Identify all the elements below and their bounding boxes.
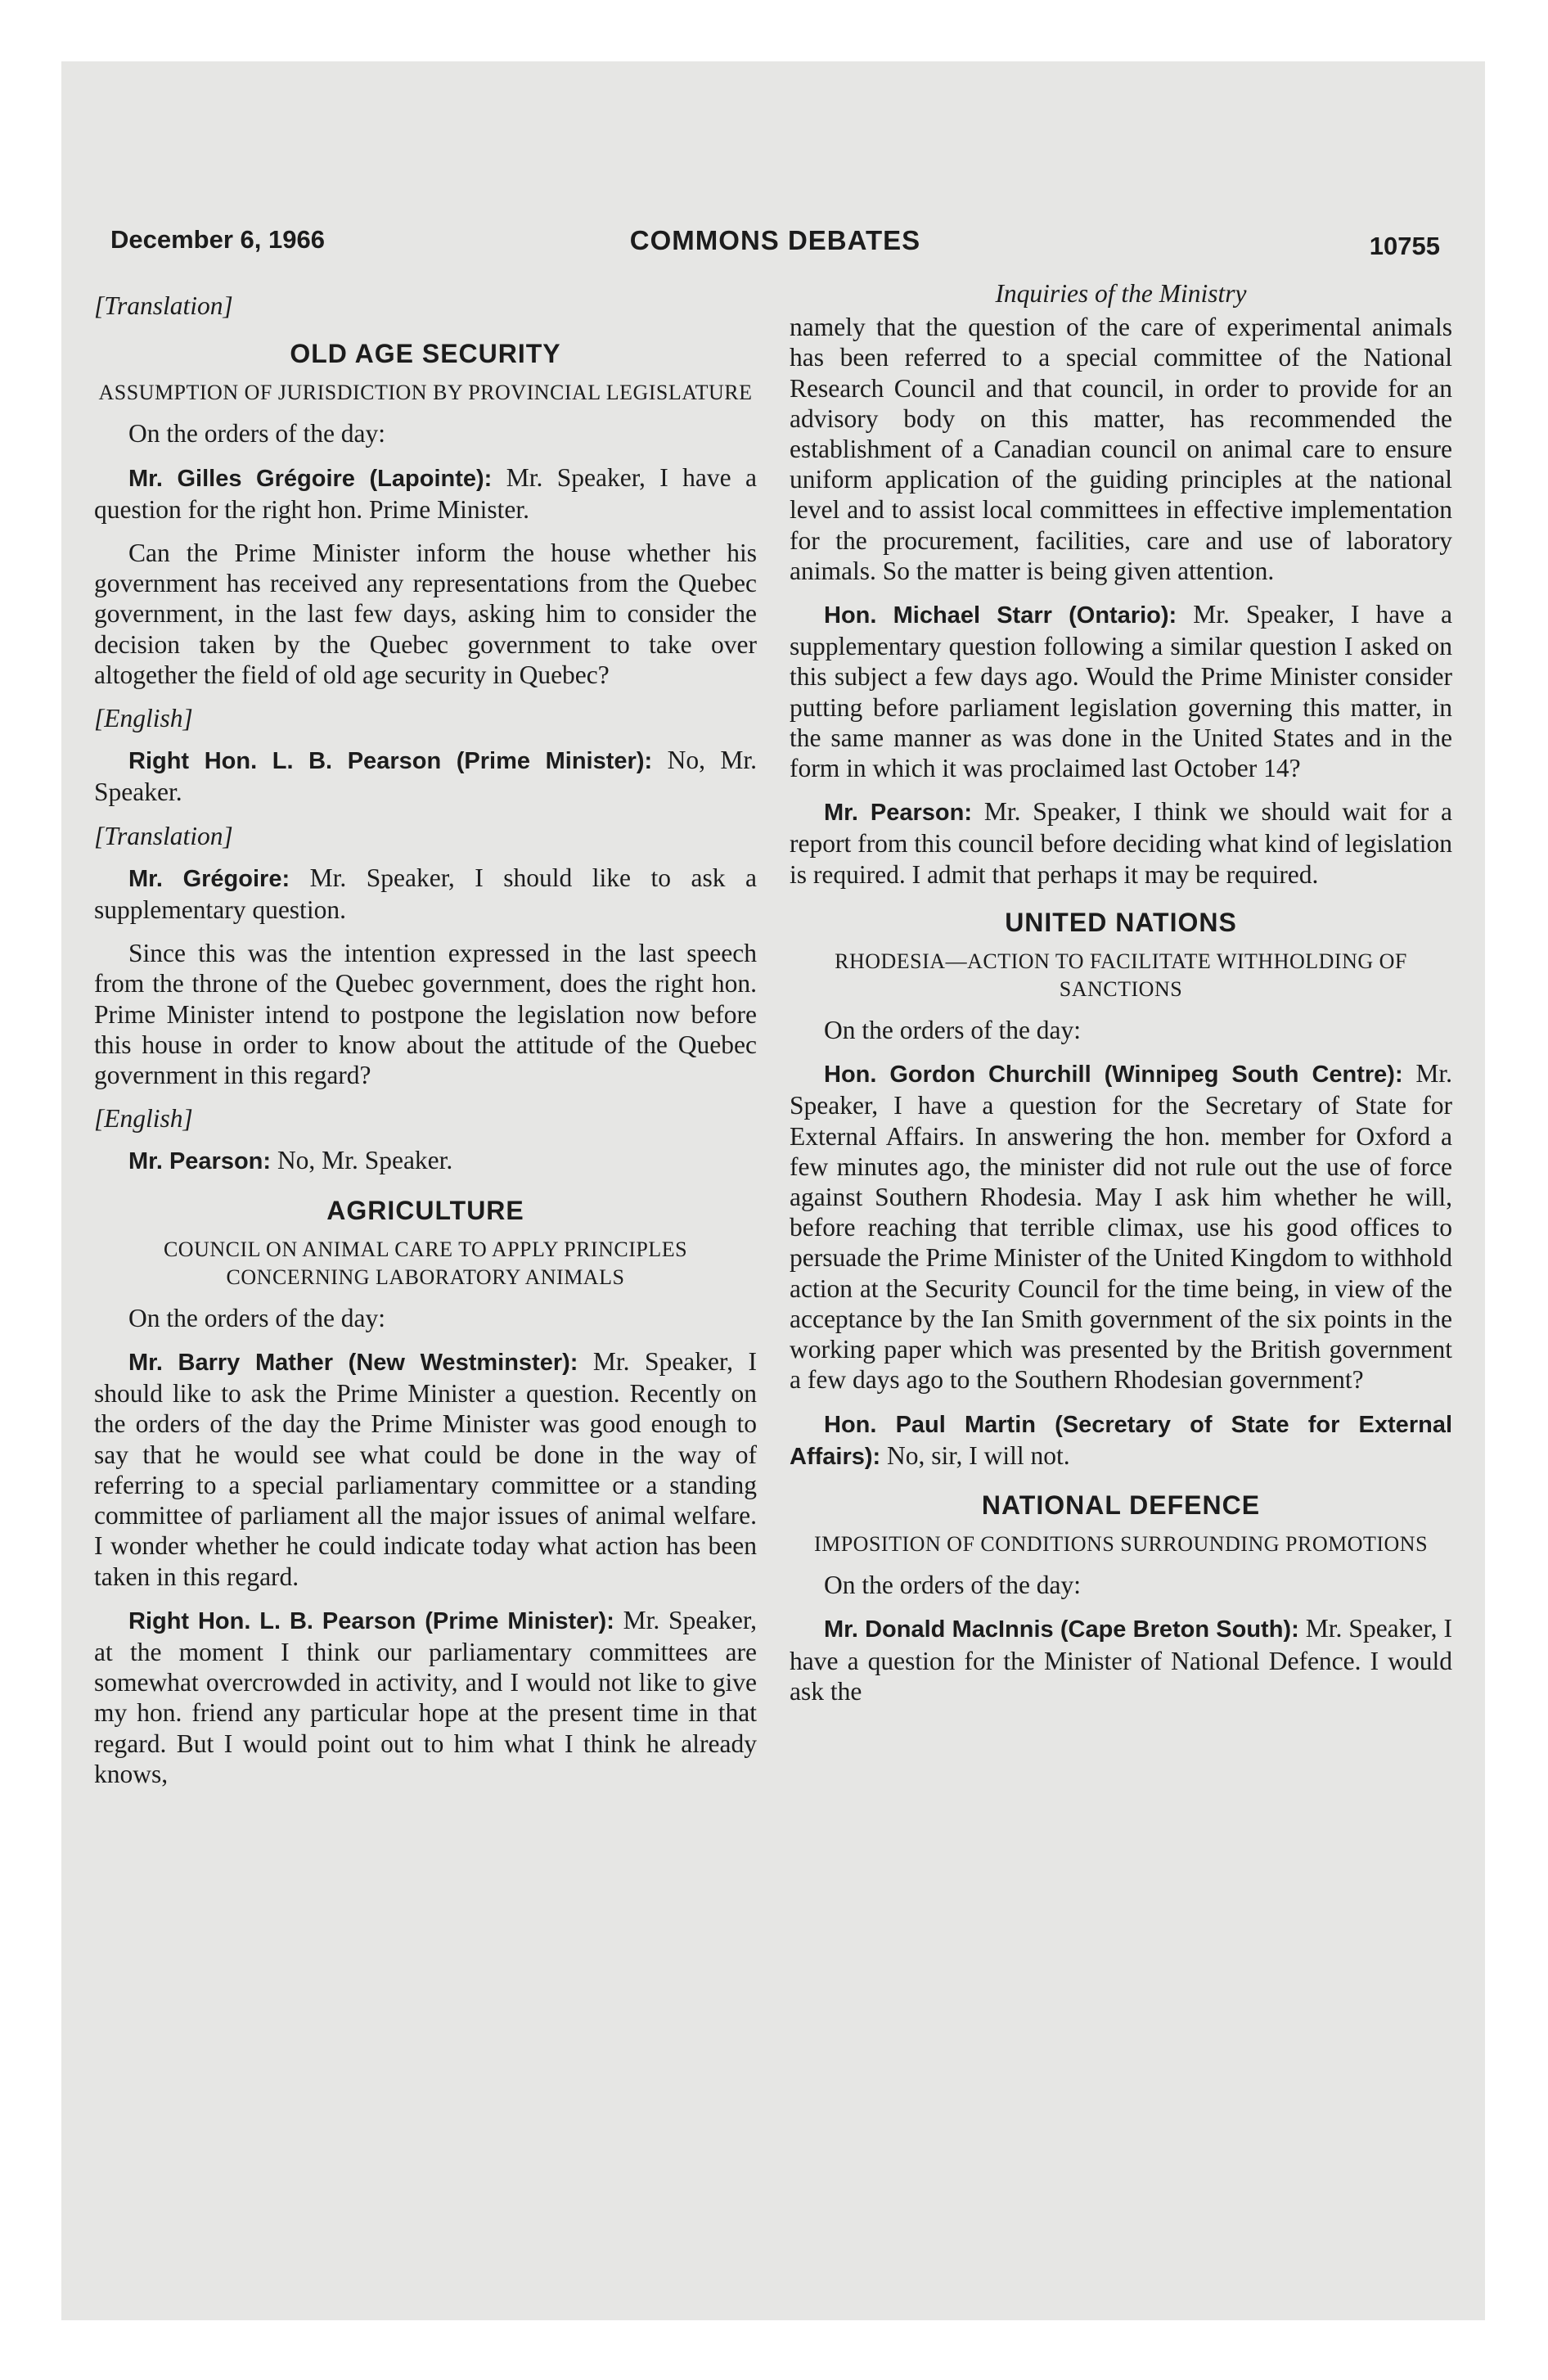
speech-paragraph xyxy=(94,462,757,525)
running-head: Inquiries of the Ministry xyxy=(995,279,1247,308)
speaker-name: Right Hon. L. B. Pearson (Prime Minister): xyxy=(128,748,653,775)
speaker-name: Hon. Michael Starr (Ontario): xyxy=(824,602,1177,629)
section-subheading: RHODESIA—ACTION TO FACILITATE WITHHOLDING OF SANCTIONS xyxy=(835,949,1407,1002)
orders-of-the-day: On the orders of the day: xyxy=(128,419,386,449)
orders-of-the-day: On the orders of the day: xyxy=(824,1571,1082,1600)
header-page-number: 10755 xyxy=(1369,232,1440,260)
section-heading-old-age-security: OLD AGE SECURITY xyxy=(290,339,561,369)
speaker-name: Mr. Pearson: xyxy=(824,800,972,827)
speech-paragraph xyxy=(94,1605,757,1789)
section-subheading: COUNCIL ON ANIMAL CARE TO APPLY PRINCIPLES CONCERNING LABORATORY ANIMALS xyxy=(163,1237,688,1289)
speech-text: Mr. Speaker, I should like to ask a supplementary question. xyxy=(94,863,757,925)
speech-text: Mr. Speaker, I think we should wait for a report from this council before deciding what kind of legislation is required. I admit that perhaps it may be required. xyxy=(790,797,1452,889)
speech-text: Mr. Speaker, I have a question for the right hon. Prime Minister. xyxy=(94,462,757,524)
translation-note: [Translation] xyxy=(94,821,233,850)
section-subheading: IMPOSITION OF CONDITIONS SURROUNDING PROMOTIONS xyxy=(813,1532,1429,1557)
speech-paragraph xyxy=(94,745,757,807)
document-page xyxy=(61,61,1485,2320)
language-note: [English] xyxy=(94,704,193,733)
orders-of-the-day: On the orders of the day: xyxy=(824,1016,1082,1045)
speech-text: Mr. Speaker, I have a question for the Secretary of State for External Affairs. In answering the hon. member for Oxford a few minutes ago, the minister did not rule out the use of force against Southern Rhodesia. May I ask him whether he will, before reaching that terrible climax, use his good offices to persuade the Prime Minister of the United Kingdom to withhold action at the Security Council for the time being, in view of the acceptance by the Ian Smith government of the six points in the working paper which was presented by the British government a few days ago to the Southern Rhodesian government? xyxy=(790,1059,1453,1395)
page-header xyxy=(110,225,1440,274)
speaker-name: Hon. Gordon Churchill (Winnipeg South Centre): xyxy=(824,1062,1403,1089)
left-column xyxy=(94,291,757,1802)
right-column xyxy=(790,278,1452,1720)
translation-note: [Translation] xyxy=(94,291,233,320)
language-note: [English] xyxy=(94,1104,193,1134)
speech-paragraph: namely that the question of the care of experimental animals has been referred to a special committee of the National Research Council and that council, in order to provide for an advisory body on this matter, has recommended the establishment of a Canadian council on animal care to ensure uniform application of the guiding principles at the national level and to assist local committees in effective implementation for the procurement, facilities, care and use of laboratory animals. So the matter is being given attention. xyxy=(790,313,1452,585)
speech-paragraph xyxy=(790,1409,1452,1472)
section-heading-national-defence: NATIONAL DEFENCE xyxy=(981,1490,1261,1520)
speech-paragraph xyxy=(94,863,757,925)
speaker-name: Mr. Donald MacInnis (Cape Breton South): xyxy=(824,1616,1299,1643)
speech-text: Mr. Speaker, I have a supplementary question following a similar question I asked on this subject a few days ago. Would the Prime Minister consider putting before parliament legislation governing this matter, in the same manner as was done in the United States and in the form in which it was proclaimed last October 14? xyxy=(790,600,1452,783)
section-heading-united-nations: UNITED NATIONS xyxy=(1005,907,1237,937)
speech-paragraph xyxy=(94,1346,757,1592)
section-heading-agriculture: AGRICULTURE xyxy=(326,1195,524,1225)
section-subheading: ASSUMPTION OF JURISDICTION BY PROVINCIAL LEGISLATURE xyxy=(98,381,753,405)
speech-paragraph: Since this was the intention expressed in the last speech from the throne of the Quebec government, does the right hon. Prime Minister intend to postpone the legislation now before this house in order to know about the attitude of the Quebec government in this regard? xyxy=(94,939,757,1090)
speech-text: Mr. Speaker, I have a question for the Minister of National Defence. I would ask the xyxy=(790,1614,1452,1706)
speech-paragraph xyxy=(790,599,1452,783)
speaker-name: Mr. Gilles Grégoire (Lapointe): xyxy=(128,465,493,492)
speech-paragraph xyxy=(94,1145,757,1177)
speaker-name: Mr. Barry Mather (New Westminster): xyxy=(128,1350,578,1377)
speech-text: No, Mr. Speaker. xyxy=(271,1146,453,1175)
speech-paragraph xyxy=(790,1058,1452,1395)
speech-text: No, sir, I will not. xyxy=(880,1440,1070,1470)
speech-text: Mr. Speaker, I should like to ask the Prime Minister a question. Recently on the orders of the day the Prime Minister was good enough to say that he would see what could be done in the way of referring to a special parliamentary committee or a standing committee of parliament all the major issues of animal welfare. I wonder whether he could indicate today what action has been taken in this regard. xyxy=(94,1347,757,1591)
speech-paragraph xyxy=(790,796,1452,890)
header-date: December 6, 1966 xyxy=(110,225,325,254)
speech-paragraph: Can the Prime Minister inform the house whether his government has received any representations from the Quebec government, in the last few days, asking him to consider the decision taken by the Quebec government to take over altogether the field of old age security in Quebec? xyxy=(94,539,757,689)
speaker-name: Right Hon. L. B. Pearson (Prime Minister): xyxy=(128,1607,614,1634)
orders-of-the-day: On the orders of the day: xyxy=(128,1303,386,1332)
speech-text: No, Mr. Speaker. xyxy=(94,746,758,807)
speech-text: Mr. Speaker, at the moment I think our parliamentary committees are somewhat overcrowded in activity, and I would not like to give my hon. friend any particular hope at the present time in that regard. But I would point out to him what I think he already knows, xyxy=(94,1605,758,1788)
speaker-name: Mr. Pearson: xyxy=(128,1148,272,1175)
header-title: COMMONS DEBATES xyxy=(629,225,921,255)
speaker-name: Hon. Paul Martin (Secretary of State for External Affairs): xyxy=(790,1411,1452,1470)
speaker-name: Mr. Grégoire: xyxy=(128,865,290,892)
speech-paragraph xyxy=(790,1613,1452,1706)
